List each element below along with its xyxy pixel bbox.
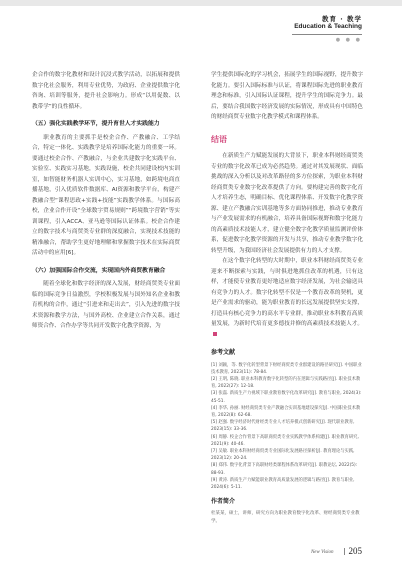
author-bio: 杜某某，硕士，讲师，研究方向为职业教育数字化改革、财经商贸类专业教学。 bbox=[211, 510, 360, 524]
footer-separator bbox=[344, 548, 345, 555]
conclusion-heading: 结语 bbox=[211, 134, 227, 144]
author-heading: 作者简介 bbox=[211, 498, 236, 506]
right-paragraph-1: 学生提供国际化的学习机会，拓展学生的国际视野，提升数字化能力。要引入国际标准与认证，将课程国际先进的职业教育理念和标准，引入国际认证课程，提升学生的国际竞争力。最后，要结合我国数字经济发展的实际情况，形成具有中国特色的财经商贸专业数字化教学模式和课程体系。 bbox=[211, 72, 363, 120]
left-paragraph-3: 随着全球化和数字经济的深入发展，财经商贸类专业面临的国际竞争日益激烈，学校积极发展与国外知名企业和教育机构的合作，通过“引进来和走出去”，引入先进的数字技术资源和教学方法，与国外高校、企业建立合作关系，通过师资合作、合作办学等共同开发数字化教学资源，为 bbox=[32, 281, 180, 329]
reference-item: [9] 黄涛. 新质生产力赋能职业教育高质量发展的逻辑与路径[J]. 教育与职业, 2024(6): 5-11. bbox=[211, 477, 355, 490]
reference-item: [6] 周静. 校企合作背景下高职商贸类专业实践教学体系构建[J]. 职业教育研究, 2021(9): 40-46. bbox=[211, 434, 359, 447]
reference-item: [8] 郑伟. 数字化背景下高职财经类课程体系改革研究[J]. 职教论坛, 2022(5): 88-93. bbox=[211, 463, 358, 476]
conclusion-paragraph-2-text: 在这个数字化转型的大时期中，职业本科财经商贸类专业迎来不断探索与实践，与时俱进地抓住改革的机遇，只有这样，才能使专业教育更好地适应数字经济发展，为社会输送具有竞争力的人才。数字化转型不仅是一个教育改革的契机，更是产业需求的驱动，能为职业教育的长远发展提供坚实支撑，打造具有核心竞争力的高水平专业群，推动职业本科教育高质量发展，为新时代培育更多德技并修的高素质技术技能人才。 bbox=[211, 258, 363, 327]
reference-item: [5] 赵强. 数字经济时代财经类专业人才培养模式创新研究[J]. 现代职业教育, 2023(15): 33-36. bbox=[211, 420, 355, 433]
subheading-6: （六）加强国际合作交流，实现国内外商贸教育融合 bbox=[32, 267, 166, 274]
references-heading: 参考文献 bbox=[211, 349, 236, 356]
conclusion-paragraph-1: 在新质生产力赋能发展的大背景下，职业本科财经商贸类专业的数字化改革已成为必然趋势。通过对其发展现状、面临挑战的深入分析以及对改革路径的多方位探索，为职业本科财经商贸类专业数字化改革提供了方向。要构建完善的数字化育人才培养生态，明确目标、优化课程体系、开发数字化教学资源、建立产教融合实训基地等多方面协同推进，推动专业教育与产业发展需求的有机融合，培养具备国际视野和数字化能力的高素质技术技能人才，建立健全数字化教学质量监测评价体系，促进数字化教学资源的开发与共享，推动专业教学数字化转型升级，为我国经济社会发展提供有力的人才支撑。 bbox=[211, 153, 363, 254]
reference-item: [4] 李华, 孙丽. 财经商贸类专业产教融合实训基地建设探究[J]. 中国职业技术教育, 2022(8): 62-68. bbox=[211, 405, 361, 418]
header-divider bbox=[292, 34, 362, 35]
conclusion-paragraph-2 bbox=[211, 256, 363, 340]
reference-item: [7] 吴敏. 职业本科财经商贸类专业国际化发展路径探析[J]. 教育理论与实践, 2023(12): 20-24. bbox=[211, 448, 355, 462]
magazine-name: New Vision bbox=[310, 549, 334, 555]
reference-item: [1] 刘颖，等. 数字化转型背景下财经商贸类专业群建设的路径研究[J]. 中国职业技术教育, 2023(11): 78-84. bbox=[211, 362, 362, 375]
reference-item: [2] 王明, 陈晓. 职业本科教育数字化转型的内在逻辑与实践路径[J]. 职业技术教育, 2022(27): 12-18. bbox=[211, 376, 361, 390]
subheading-5: （五）强化实践教学环节，提升育世人才实践能力 bbox=[32, 121, 160, 127]
right-column bbox=[211, 70, 363, 526]
header-bar bbox=[0, 0, 402, 6]
left-paragraph-2: 职业教育的主要抓手是校企合作、产教融合、工学结合，特定一体化、实践教学是培养国际化能力的重要一环。要通过校企合作、产教融合，与企业共建数字化实践平台、实验室、实践实习基地，实践设施，校企共同建设校内实训室，如智能财务机器人实训中心，实习基地，如跨境电商直播基地，引入优质软件数据库、AI资源和教学平台，构建产教融合型“课程思政+实践+技能”实践教学体系。与国际高校，企业合作开设“全球数字贸易规则”“跨境数字营销”等实训课程，引入ACCA、亚马逊等国际认证体系。校企合作建立的数字技术与商贸类专业群的深度融合，实现技术技能的精准融合，帮助学生更好地理解和掌握数字技术在实际商贸活动中的应用[6]。 bbox=[32, 134, 180, 256]
header-section-en: Education & Teaching bbox=[294, 23, 362, 30]
page-footer bbox=[311, 546, 362, 556]
header-dots: ● ● ● bbox=[335, 37, 362, 43]
end-marker-icon bbox=[213, 332, 217, 336]
left-paragraph-1: 企合作的数字化教材和设计沉浸式教学活动，以拓展和提供数字化社会服务，利用专业优势，为政府、企业提供数字化咨询、培训等服务，提升社会影响力。形成“以用促数、以教带学”的良性循环。 bbox=[32, 72, 180, 110]
reference-item: [3] 张磊. 新质生产力视域下职业教育数字化改革研究[J]. 教育与职业, 2024(3): 45-51. bbox=[211, 391, 362, 404]
left-column bbox=[32, 70, 180, 332]
page-header bbox=[0, 0, 402, 58]
page-number: 205 bbox=[348, 546, 362, 556]
header-section-cn: 教育 · 教学 bbox=[322, 15, 362, 23]
